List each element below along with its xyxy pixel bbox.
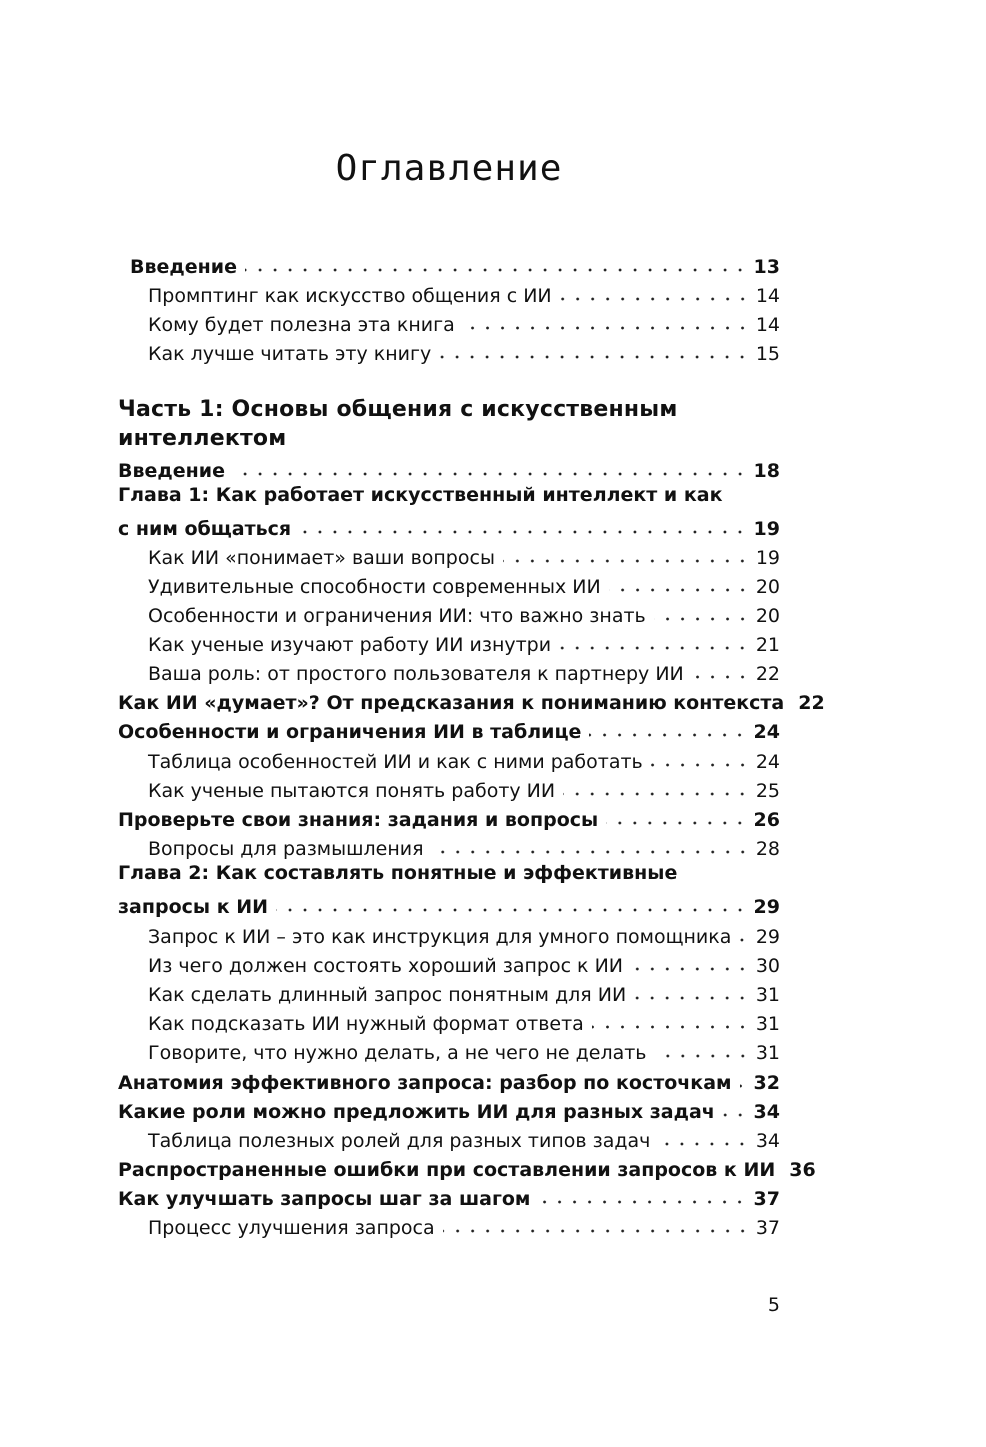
toc-entry-intro[interactable] (118, 250, 780, 279)
toc-entry-label: Говорите, что нужно делать, а не чего не делать (148, 1042, 647, 1064)
toc-entry-label: Анатомия эффективного запроса: разбор по косточкам (118, 1072, 732, 1094)
dot-leader (589, 731, 747, 739)
toc-entry-label: Введение (130, 256, 237, 278)
toc-entry-intro[interactable] (118, 454, 780, 483)
toc-entry-section[interactable] (118, 1182, 780, 1211)
toc-entry-section[interactable] (118, 686, 825, 715)
dot-leader (606, 819, 747, 827)
toc-entry-label: Удивительные способности современных ИИ (148, 576, 601, 598)
toc-entry-page: 29 (753, 896, 780, 918)
toc-entry-label: с ним общаться (118, 518, 292, 540)
toc-entry-page: 31 (755, 1042, 780, 1064)
toc-entry-page: 22 (798, 692, 825, 714)
toc-entry-label: Таблица особенностей ИИ и как с ними работать (148, 751, 643, 773)
dot-leader (723, 1111, 748, 1119)
toc-entry[interactable] (118, 541, 780, 570)
toc-entry-label: Процесс улучшения запроса (148, 1217, 435, 1239)
toc-entry-page: 31 (755, 1013, 780, 1035)
dot-leader (538, 1198, 747, 1206)
toc-entry-page: 22 (755, 663, 780, 685)
dot-leader (592, 1023, 750, 1031)
toc-entry-label: Промптинг как искусство общения с ИИ (148, 285, 552, 307)
toc-entry[interactable] (118, 978, 780, 1007)
toc-entry-page: 31 (755, 984, 780, 1006)
toc-entry[interactable] (118, 570, 780, 599)
toc-entry-page: 20 (755, 605, 780, 627)
toc-entry-label: Как подсказать ИИ нужный формат ответа (148, 1013, 584, 1035)
dot-leader (655, 1052, 750, 1060)
toc-entry-label: Распространенные ошибки при составлении запросов к ИИ (118, 1159, 776, 1181)
dot-leader (560, 295, 750, 303)
toc-entry-label: Как лучше читать эту книгу (148, 343, 432, 365)
dot-leader (631, 965, 750, 973)
toc-entry-page: 36 (789, 1159, 816, 1181)
toc-entry-label: Какие роли можно предложить ИИ для разных задач (118, 1101, 715, 1123)
dot-leader (463, 324, 750, 332)
toc-entry-label: Как ученые изучают работу ИИ изнутри (148, 634, 552, 656)
toc-entry[interactable] (118, 774, 780, 803)
dot-leader (651, 761, 750, 769)
dot-leader (658, 1140, 749, 1148)
toc-entry[interactable] (118, 1007, 780, 1036)
part-heading-line: интеллектом (118, 426, 287, 451)
toc-entry[interactable] (118, 1211, 780, 1240)
dot-leader (432, 848, 750, 856)
toc-entry[interactable] (118, 628, 780, 657)
toc-entry-chapter-title[interactable] (118, 483, 780, 512)
dot-leader (299, 528, 747, 536)
toc-entry-label: Как ИИ «думает»? От предсказания к пониманию контекста (118, 692, 785, 714)
toc-entry-page: 26 (753, 809, 780, 831)
toc-entry-chapter[interactable] (118, 512, 780, 541)
dot-leader (245, 266, 748, 274)
dot-leader (739, 936, 749, 944)
toc-entry-label: Как ИИ «понимает» ваши вопросы (148, 547, 495, 569)
toc-entry-label: запросы к ИИ (118, 896, 269, 918)
toc-entry-page: 24 (755, 751, 780, 773)
toc-entry-label: Проверьте свои знания: задания и вопросы (118, 809, 599, 831)
toc-entry[interactable] (118, 279, 780, 308)
toc-entry[interactable] (118, 308, 780, 337)
toc-entry-page: 15 (755, 343, 780, 365)
part-heading (118, 395, 678, 453)
toc-entry[interactable] (118, 1124, 780, 1153)
toc-entry[interactable] (118, 745, 780, 774)
toc-entry-page: 19 (753, 518, 780, 540)
toc-entry-page: 28 (755, 838, 780, 860)
dot-leader (443, 1227, 750, 1235)
toc-entry-page: 18 (753, 460, 780, 482)
dot-leader (609, 586, 750, 594)
toc-entry-page: 14 (755, 314, 780, 336)
dot-leader (654, 615, 750, 623)
toc-entry-section[interactable] (118, 715, 780, 744)
toc-entry-label: Как сделать длинный запрос понятным для ИИ (148, 984, 627, 1006)
toc-entry-section[interactable] (118, 803, 780, 832)
dot-leader (634, 994, 750, 1002)
toc-entry-label: Вопросы для размышления (148, 838, 424, 860)
toc-entry[interactable] (118, 599, 780, 628)
toc-entry[interactable] (118, 949, 780, 978)
dot-leader (559, 644, 750, 652)
dot-leader (563, 790, 750, 798)
toc-entry-label: Как ученые пытаются понять работу ИИ (148, 780, 556, 802)
toc-entry[interactable] (118, 920, 780, 949)
dot-leader (439, 353, 750, 361)
toc-entry[interactable] (118, 832, 780, 861)
toc-entry-label: Как улучшать запросы шаг за шагом (118, 1188, 531, 1210)
toc-entry-label: Глава 2: Как составлять понятные и эффективные (118, 862, 678, 884)
dot-leader (503, 557, 750, 565)
toc-entry-label: Глава 1: Как работает искусственный интеллект и как (118, 484, 723, 506)
dot-leader (740, 1082, 748, 1090)
toc-entry-section[interactable] (118, 1066, 780, 1095)
toc-entry-page: 20 (755, 576, 780, 598)
toc-entry-page: 34 (755, 1130, 780, 1152)
toc-entry-label: Особенности и ограничения ИИ: что важно знать (148, 605, 646, 627)
toc-entry-page: 14 (755, 285, 780, 307)
toc-entry-page: 37 (753, 1188, 780, 1210)
toc-entry-label: Ваша роль: от простого пользователя к партнеру ИИ (148, 663, 684, 685)
toc-entry-page: 37 (755, 1217, 780, 1239)
page-title: Оглавление (335, 148, 563, 189)
page-number: 5 (767, 1294, 780, 1316)
toc-entry-page: 29 (755, 926, 780, 948)
toc-entry-label: Из чего должен состоять хороший запрос к ИИ (148, 955, 623, 977)
toc-entry-chapter[interactable] (118, 890, 780, 919)
toc-entry-label: Введение (118, 460, 225, 482)
dot-leader (276, 906, 748, 914)
toc-entry-page: 21 (755, 634, 780, 656)
toc-entry-page: 34 (753, 1101, 780, 1123)
toc-entry-page: 13 (753, 256, 780, 278)
toc-entry-label: Кому будет полезна эта книга (148, 314, 455, 336)
toc-entry[interactable] (118, 337, 780, 366)
dot-leader (692, 673, 750, 681)
toc-entry-label: Запрос к ИИ – это как инструкция для умного помощника (148, 926, 732, 948)
toc-entry-page: 24 (753, 721, 780, 743)
toc-entry-label: Особенности и ограничения ИИ в таблице (118, 721, 582, 743)
toc-entry-section[interactable] (118, 1153, 816, 1182)
toc-entry[interactable] (118, 657, 780, 686)
toc-entry-label: Таблица полезных ролей для разных типов задач (148, 1130, 651, 1152)
toc-entry-page: 19 (755, 547, 780, 569)
toc-entry-page: 25 (755, 780, 780, 802)
toc-entry-section[interactable] (118, 1095, 780, 1124)
dot-leader (233, 470, 748, 478)
toc-entry-page: 30 (755, 955, 780, 977)
toc-entry-chapter-title[interactable] (118, 861, 780, 890)
toc-entry[interactable] (118, 1036, 780, 1065)
part-heading-line: Часть 1: Основы общения с искусственным (118, 397, 678, 422)
toc-entry-page: 32 (753, 1072, 780, 1094)
